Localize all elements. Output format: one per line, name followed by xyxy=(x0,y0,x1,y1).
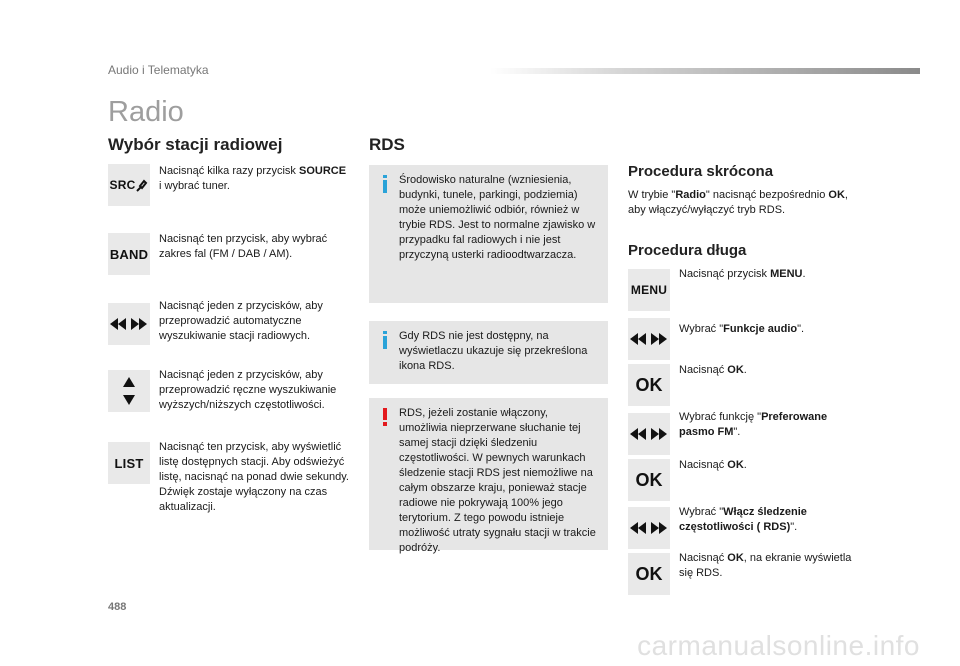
up-down-button xyxy=(108,370,150,412)
info-note-1-text: Środowisko naturalne (wzniesienia, budynki, tunele, parkingi, podziemia) może uniemożliwić odbiór, również w trybie RDS. Jest to normalne zjawisko w przypadku fal radiowych i nie jest przyczyną usterki radioodtwarzacza. xyxy=(399,174,596,261)
long-step-3-text: Nacisnąć OK. xyxy=(679,364,747,376)
long-step-6-text: Wybrać "Włącz śledzenie częstotliwości ( RDS)". xyxy=(679,506,807,533)
left-item-3-text: Nacisnąć jeden z przycisków, aby przeprowadzić automatyczne wyszukiwanie stacji radiowych. xyxy=(159,300,323,342)
band-button: BAND xyxy=(108,233,150,275)
seek-button-step-6 xyxy=(628,507,670,549)
up-down-arrows-icon xyxy=(122,376,136,406)
long-step-1-text: Nacisnąć przycisk MENU. xyxy=(679,268,806,280)
seek-arrows-icon xyxy=(630,521,668,535)
info-icon xyxy=(381,331,389,349)
seek-arrows-icon xyxy=(630,427,668,441)
long-procedure-heading: Procedura długa xyxy=(628,242,747,259)
menu-button: MENU xyxy=(628,269,670,311)
left-item-5-text: Nacisnąć ten przycisk, aby wyświetlić listę dostępnych stacji. Aby odświeżyć listę, nacisnąć na ponad dwie sekundy. Dźwięk zostaje wyłączony na czas aktualizacji. xyxy=(159,441,349,513)
info-note-2 xyxy=(369,321,608,384)
left-item-1-text: Nacisnąć kilka razy przycisk SOURCE i wybrać tuner. xyxy=(159,165,347,192)
phone-icon xyxy=(136,179,148,192)
header-divider xyxy=(490,68,920,74)
short-procedure-heading: Procedura skrócona xyxy=(628,163,774,180)
info-note-2-text: Gdy RDS nie jest dostępny, na wyświetlaczu ukazuje się przekreślona ikona RDS. xyxy=(399,330,588,372)
left-item-4-text: Nacisnąć jeden z przycisków, aby przeprowadzić ręczne wyszukiwanie wyższych/niższych częstotliwości. xyxy=(159,369,337,411)
ok-button-step-5: OK xyxy=(628,459,670,501)
long-step-7-text: Nacisnąć OK, na ekranie wyświetla się RDS. xyxy=(679,552,852,579)
seek-button xyxy=(108,303,150,345)
seek-arrows-icon xyxy=(630,332,668,346)
page-title: Radio xyxy=(108,96,184,128)
info-icon xyxy=(381,175,389,193)
long-step-4-text: Wybrać funkcję "Preferowane pasmo FM". xyxy=(679,411,828,438)
warning-note xyxy=(369,398,608,554)
section-title: Audio i Telematyka xyxy=(108,63,209,77)
long-step-2-text: Wybrać "Funkcje audio". xyxy=(679,323,805,335)
list-button: LIST xyxy=(108,442,150,484)
left-item-2-text: Nacisnąć ten przycisk, aby wybrać zakres fal (FM / DAB / AM). xyxy=(159,233,328,260)
warning-icon xyxy=(381,408,389,426)
ok-button-step-7: OK xyxy=(628,553,670,595)
rds-heading: RDS xyxy=(369,135,405,154)
watermark: carmanualsonline.info xyxy=(637,630,920,661)
long-step-5-text: Nacisnąć OK. xyxy=(679,459,747,471)
seek-button-step-4 xyxy=(628,413,670,455)
left-heading: Wybór stacji radiowej xyxy=(108,135,283,154)
seek-button-step-2 xyxy=(628,318,670,360)
seek-arrows-icon xyxy=(110,317,148,331)
short-procedure-text: W trybie "Radio" nacisnąć bezpośrednio OK, aby włączyć/wyłączyć tryb RDS. xyxy=(628,189,848,216)
ok-button-step-3: OK xyxy=(628,364,670,406)
src-button: SRC xyxy=(108,164,150,206)
page-number: 488 xyxy=(108,601,127,613)
info-note-1 xyxy=(369,165,608,303)
warning-note-text: RDS, jeżeli zostanie włączony, umożliwia nieprzerwane słuchanie tej samej stacji dzięki śledzeniu częstotliwości. W pewnych warunkach śledzenie stacji RDS jest niemożliwe na całym obszarze kraju, ponieważ stacje radiowe nie pokrywają 100% jego terytorium. Z tego powodu istnieje możliwość utraty sygnału stacji w trakcie podróży. xyxy=(399,407,596,554)
